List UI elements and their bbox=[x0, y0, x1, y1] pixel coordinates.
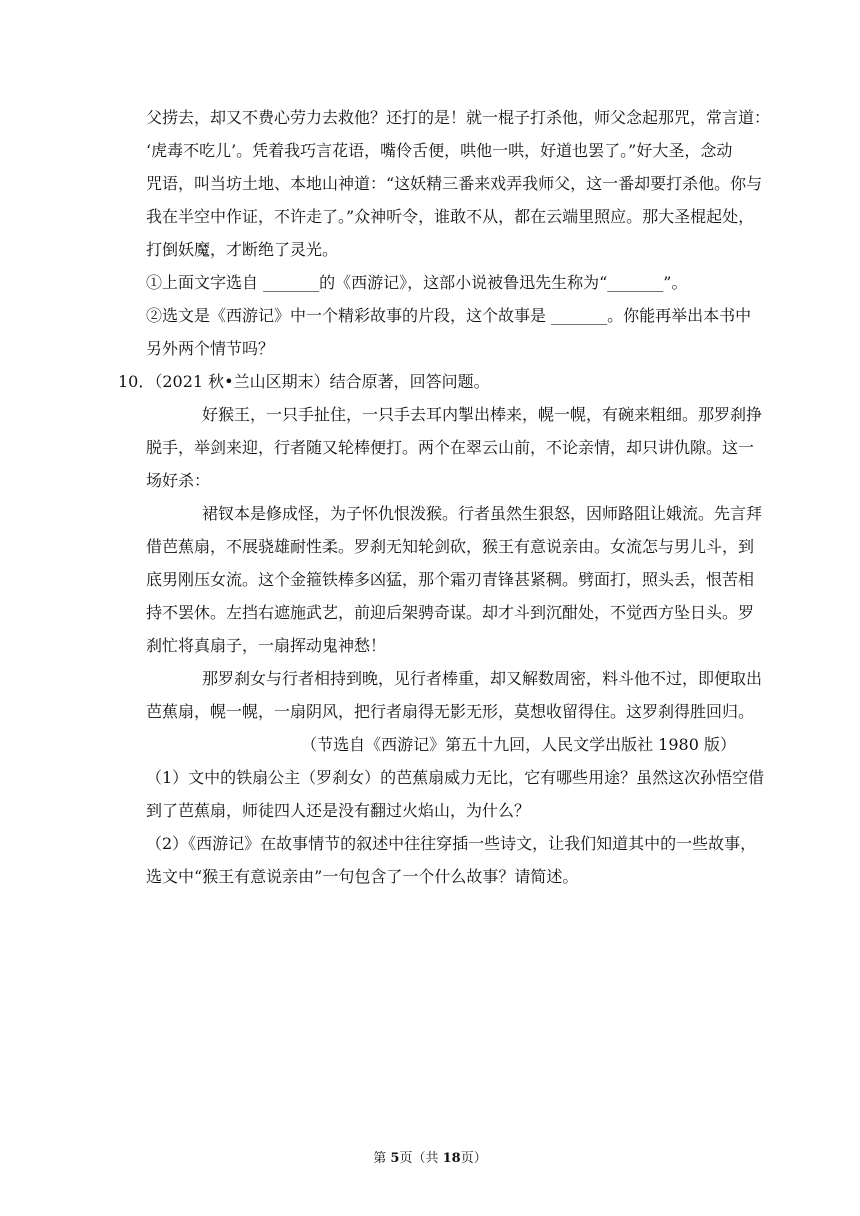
footer-page-number: 5 bbox=[390, 1151, 400, 1166]
question-10-1: （1）文中的铁扇公主（罗刹女）的芭蕉扇威力无比，它有哪些用途？虽然这次孙悟空借 bbox=[146, 768, 765, 787]
footer-suffix: 页） bbox=[460, 1151, 487, 1166]
poem-line: 借芭蕉扇，不展骁雄耐性柔。罗刹无知轮剑砍，猴王有意说亲由。女流怎与男儿斗，到 bbox=[146, 537, 755, 556]
question-10-1-cont: 到了芭蕉扇，师徒四人还是没有翻过火焰山，为什么？ bbox=[146, 801, 531, 820]
source-citation: （节选自《西游记》第五十九回，人民文学出版社 1980 版） bbox=[301, 735, 736, 754]
question-9-1: ①上面文字选自 _______的《西游记》，这部小说被鲁迅先生称为“_______”。 bbox=[146, 273, 688, 292]
passage1-line: 打倒妖魔，才断绝了灵光。 bbox=[146, 240, 339, 259]
passage2-line: 芭蕉扇，幌一幌，一扇阴风，把行者扇得无影无形，莫想收留得住。这罗刹得胜回归。 bbox=[146, 702, 755, 721]
question-10-2-cont: 选文中“猴王有意说亲由”一句包含了一个什么故事？请简述。 bbox=[146, 867, 579, 886]
passage2-line: 那罗刹女与行者相持到晚，见行者棒重，却又解数周密，料斗他不过，即便取出 bbox=[202, 669, 763, 688]
page-footer bbox=[0, 1147, 860, 1166]
poem-line: 刹忙将真扇子，一扇挥动鬼神愁！ bbox=[146, 636, 387, 655]
passage2-line: 场好杀： bbox=[146, 471, 211, 490]
footer-mid: 页（共 bbox=[399, 1151, 443, 1166]
question-9-2: ②选文是《西游记》中一个精彩故事的片段，这个故事是 _______。你能再举出本书中 bbox=[146, 306, 752, 325]
passage2-line: 脱手，举剑来迎，行者随又轮棒便打。两个在翠云山前，不论亲情，却只讲仇隙。这一 bbox=[146, 438, 755, 457]
question-10-2: （2）《西游记》在故事情节的叙述中往往穿插一些诗文，让我们知道其中的一些故事， bbox=[146, 834, 757, 853]
footer-prefix: 第 bbox=[373, 1151, 391, 1166]
passage1-line: 我在半空中作证，不许走了。”众神听令，谁敢不从，都在云端里照应。那大圣棍起处， bbox=[146, 207, 755, 226]
poem-line: 底男刚压女流。这个金箍铁棒多凶猛，那个霜刃青锋甚紧稠。劈面打，照头丢，恨苦相 bbox=[146, 570, 755, 589]
footer-total-pages: 18 bbox=[442, 1151, 461, 1166]
passage1-line: 咒语，叫当坊土地、本地山神道：“这妖精三番来戏弄我师父，这一番却要打杀他。你与 bbox=[146, 174, 763, 193]
passage2-line: 好猴王，一只手扯住，一只手去耳内掣出棒来，幌一幌，有碗来粗细。那罗刹挣 bbox=[202, 405, 763, 424]
passage1-line: ‘虎毒不吃儿’。凭着我巧言花语，嘴伶舌便，哄他一哄，好道也罢了。”好大圣，念动 bbox=[146, 141, 733, 160]
poem-line: 裙钗本是修成怪，为子怀仇恨泼猴。行者虽然生狠怒，因师路阻让娥流。先言拜 bbox=[202, 504, 763, 523]
question-9-2-cont: 另外两个情节吗？ bbox=[146, 339, 275, 358]
question-10-heading: 10．（2021 秋•兰山区期末）结合原著，回答问题。 bbox=[118, 372, 490, 391]
passage1-line: 父捞去，却又不费心劳力去救他？还打的是！就一棍子打杀他，师父念起那咒，常言道： bbox=[146, 108, 771, 127]
poem-line: 持不罢休。左挡右遮施武艺，前迎后架骋奇谋。却才斗到沉酣处，不觉西方坠日头。罗 bbox=[146, 603, 755, 622]
